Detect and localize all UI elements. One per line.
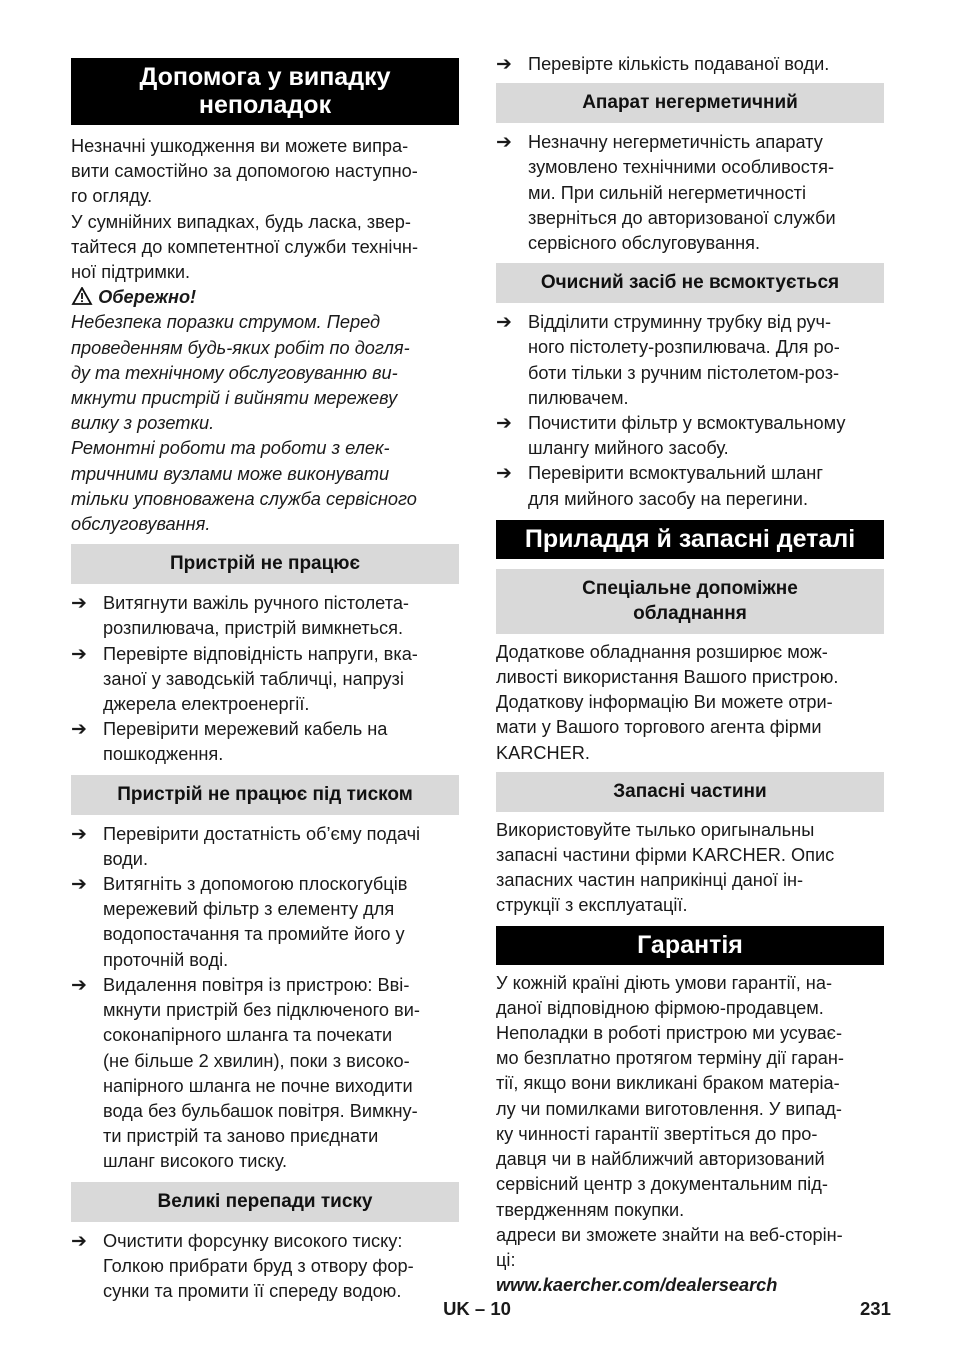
section-title-accessories [496, 520, 884, 559]
title-line: Гарантія [637, 930, 743, 959]
text-line: Перевірте кількість подаваної води. [528, 54, 830, 74]
subsection-title-no-pressure [71, 775, 459, 815]
text-line: твердженням покупки. [496, 1199, 685, 1220]
subsection-title-text: обладнання [633, 602, 747, 624]
text-line: води. [103, 848, 148, 869]
text-line: мкнути пристрій і вийняти мережеву [71, 388, 398, 409]
text-line: Очистити форсунку високого тиску: [103, 1230, 403, 1251]
warning-heading [71, 285, 459, 310]
arrow-right-icon: ➔ [496, 54, 512, 75]
subsection-title-text: Пристрій не працює [169, 553, 361, 575]
text-line: Відділити струминну трубку від руч- [528, 312, 832, 333]
text-line: для мийного засобу на перегини. [528, 488, 808, 509]
warning-text-2 [71, 436, 459, 537]
list-water-supply [496, 52, 884, 77]
text-line: соконапірного шланга та почекати [103, 1025, 393, 1046]
text-line: Незначні ушкодження ви можете випра- [71, 136, 409, 156]
text-line: пошкодження. [103, 744, 224, 765]
arrow-right-icon: ➔ [496, 463, 512, 485]
subsection-title-text: Запасні частини [613, 780, 767, 802]
subsection-title-text: Пристрій не працює під тиском [117, 783, 413, 805]
text-line: шлангу мийного засобу. [528, 438, 729, 459]
text-line: запасні частини фірми KARCHER. Опис [496, 845, 835, 866]
text-line: Видалення повітря із пристрою: Вві- [103, 974, 410, 995]
text-line: струкції з експлуатації. [496, 895, 688, 916]
subsection-title-text: Очисний засіб не всмоктується [540, 272, 840, 294]
text-line: Голкою прибрати бруд з отвору фор- [103, 1255, 414, 1276]
text-line: лу чи помилками виготовлення. У випад- [496, 1098, 842, 1119]
text-line: мо безплатно протягом терміну дії гаран- [496, 1048, 844, 1069]
warranty-paragraph [496, 971, 884, 1223]
text-line: тільки уповноважена служба сервісного [71, 488, 417, 509]
text-line: Перевірити мережевий кабель на [103, 719, 388, 740]
intro-paragraph-1 [71, 134, 459, 210]
text-line: го огляду. [71, 186, 153, 207]
text-line: давця чи в найближчий авторизований [496, 1149, 825, 1170]
accessories-paragraph [496, 640, 884, 766]
dealer-search-link[interactable] [496, 1273, 884, 1298]
text-line: Додаткове обладнання розширює мож- [496, 641, 828, 662]
arrow-right-icon: ➔ [71, 974, 87, 996]
arrow-right-icon: ➔ [71, 874, 87, 896]
page-number: 231 [860, 1298, 891, 1319]
text-line: Використовуйте тылько оригынальны [496, 819, 815, 840]
text-line: ду та технічному обслуговуванню ви- [71, 362, 398, 383]
text-line: мкнути пристрій без підключеного ви- [103, 1000, 420, 1021]
text-line: обслуговування. [71, 514, 211, 535]
arrow-right-icon: ➔ [71, 643, 87, 665]
text-line: Перевірити всмоктувальний шланг [528, 463, 823, 484]
text-line: вода без бульбашок повітря. Вимкну- [103, 1100, 418, 1121]
text-line: Ремонтні роботи та роботи з елек- [71, 438, 390, 459]
subsection-title-leaking [496, 83, 884, 123]
list-item [496, 52, 884, 77]
text-line: запасних частин наприкінці даної ін- [496, 870, 804, 891]
right-column [496, 52, 884, 1298]
text-line: тії, якщо вони викликані браком матеріа- [496, 1073, 840, 1094]
list-no-pressure [71, 822, 459, 1175]
subsection-title-pressure-fluctuation [71, 1182, 459, 1222]
address-paragraph [496, 1223, 884, 1273]
subsection-title-text: Великі перепади тиску [157, 1190, 373, 1212]
text-line: ної підтримки. [71, 262, 191, 283]
text-line: тричними вузлами може виконувати [71, 463, 390, 484]
text-line: вити самостійно за допомогою наступно- [71, 161, 418, 182]
list-item [71, 717, 459, 767]
text-line: розпилювача, пристрій вимкнеться. [103, 618, 404, 639]
list-item [71, 872, 459, 973]
title-line: Приладдя й запасні деталі [524, 524, 856, 553]
text-line: сервісного обслуговування. [528, 233, 761, 254]
text-line: тайтеся до компетентної служби технічн- [71, 236, 419, 257]
text-line: ці: [496, 1249, 516, 1270]
text-line: зверніться до авторизованої служби [528, 207, 836, 228]
text-line: мережевий фільтр з елементу для [103, 899, 395, 920]
list-item [71, 822, 459, 872]
text-line: водопостачання та промийте його у [103, 924, 405, 945]
left-column [71, 58, 459, 1304]
text-line: ми. При сильній негерметичності [528, 182, 807, 203]
list-device-not-working [71, 591, 459, 767]
subsection-title-special-accessories [496, 569, 884, 634]
text-line: (не більше 2 хвилин), поки з високо- [103, 1050, 410, 1071]
warning-title: Обережно! [98, 287, 197, 308]
dealer-search-url[interactable]: www.kaercher.com/dealersearch [496, 1275, 778, 1296]
text-line: Неполадки в роботі пристрою ми усуває- [496, 1023, 842, 1044]
text-line: Почистити фільтр у всмоктувальному [528, 413, 846, 434]
text-line: мати у Вашого торгового агента фірми [496, 717, 822, 738]
text-line: ку чинності гарантії звертіться до про- [496, 1123, 818, 1144]
text-line: джерела електроенергії. [103, 694, 310, 715]
list-item [71, 973, 459, 1175]
text-line: сервісний центр з документальним під- [496, 1174, 828, 1195]
list-item [71, 591, 459, 641]
intro-paragraph-2 [71, 210, 459, 286]
title-line: неполадок [198, 91, 332, 119]
list-leaking [496, 130, 884, 256]
list-item [71, 1229, 459, 1305]
section-title-warranty [496, 926, 884, 965]
list-pressure-fluctuation [71, 1229, 459, 1305]
text-line: ти пристрій та заново приєднати [103, 1126, 379, 1147]
text-line: боти тільки з ручним пістолетом-роз- [528, 362, 840, 383]
text-line: пилювачем. [528, 387, 629, 408]
list-item [71, 642, 459, 718]
text-line: проточній воді. [103, 949, 229, 970]
text-line: Незначну негерметичність апарату [528, 132, 823, 153]
text-line: У кожній країні діють умови гарантії, на- [496, 972, 833, 993]
warning-triangle-icon [71, 287, 93, 305]
arrow-right-icon: ➔ [71, 823, 87, 845]
arrow-right-icon: ➔ [71, 593, 87, 615]
title-line: Допомога у випадку [139, 63, 391, 91]
subsection-title-device-not-working [71, 544, 459, 584]
page-label: UK – 10 [443, 1298, 511, 1319]
list-detergent [496, 310, 884, 512]
text-line: адреси ви зможете знайти на веб-сторін- [496, 1224, 843, 1245]
list-item [496, 411, 884, 461]
subsection-title-spare-parts [496, 772, 884, 812]
text-line: даної відповідною фірмою-продавцем. [496, 997, 824, 1018]
arrow-right-icon: ➔ [496, 312, 512, 334]
arrow-right-icon: ➔ [496, 132, 512, 154]
arrow-right-icon: ➔ [496, 413, 512, 435]
text-line: Витягнути важіль ручного пістолета- [103, 593, 409, 614]
text-line: заної у заводській табличці, напрузі [103, 668, 404, 689]
text-line: Витягніть з допомогою плоскогубців [103, 874, 408, 895]
text-line: вилку з розетки. [71, 413, 215, 434]
subsection-title-text: Спеціальне допоміжне [582, 577, 798, 599]
list-item [496, 130, 884, 256]
text-line: Небезпека поразки струмом. Перед [71, 312, 381, 333]
text-line: ливості використання Вашого пристрою. [496, 667, 839, 688]
text-line: KARCHER. [496, 742, 590, 763]
text-line: шланг високого тиску. [103, 1151, 288, 1172]
text-line: Перевірити достатність об’єму подачі [103, 823, 421, 844]
arrow-right-icon: ➔ [71, 1230, 87, 1252]
section-title-troubleshooting [71, 58, 459, 125]
text-line: Додаткову інформацію Ви можете отри- [496, 692, 833, 713]
text-line: У сумнійних випадках, будь ласка, звер- [71, 211, 411, 232]
subsection-title-detergent-not-sucked [496, 263, 884, 303]
text-line: Перевірте відповідність напруги, вка- [103, 643, 418, 664]
list-item [496, 461, 884, 511]
text-line: ного пістолету-розпилювача. Для ро- [528, 337, 840, 358]
subsection-title-text: Апарат негерметичний [582, 92, 798, 114]
warning-text-1 [71, 310, 459, 436]
text-line: зумовлено технічними особливостя- [528, 157, 835, 178]
arrow-right-icon: ➔ [71, 719, 87, 741]
text-line: сунки та промити її спереду водою. [103, 1280, 402, 1301]
text-line: проведенням будь-яких робіт по догля- [71, 337, 410, 358]
text-line: напірного шланга не почне виходити [103, 1075, 413, 1096]
spare-parts-paragraph [496, 818, 884, 919]
list-item [496, 310, 884, 411]
